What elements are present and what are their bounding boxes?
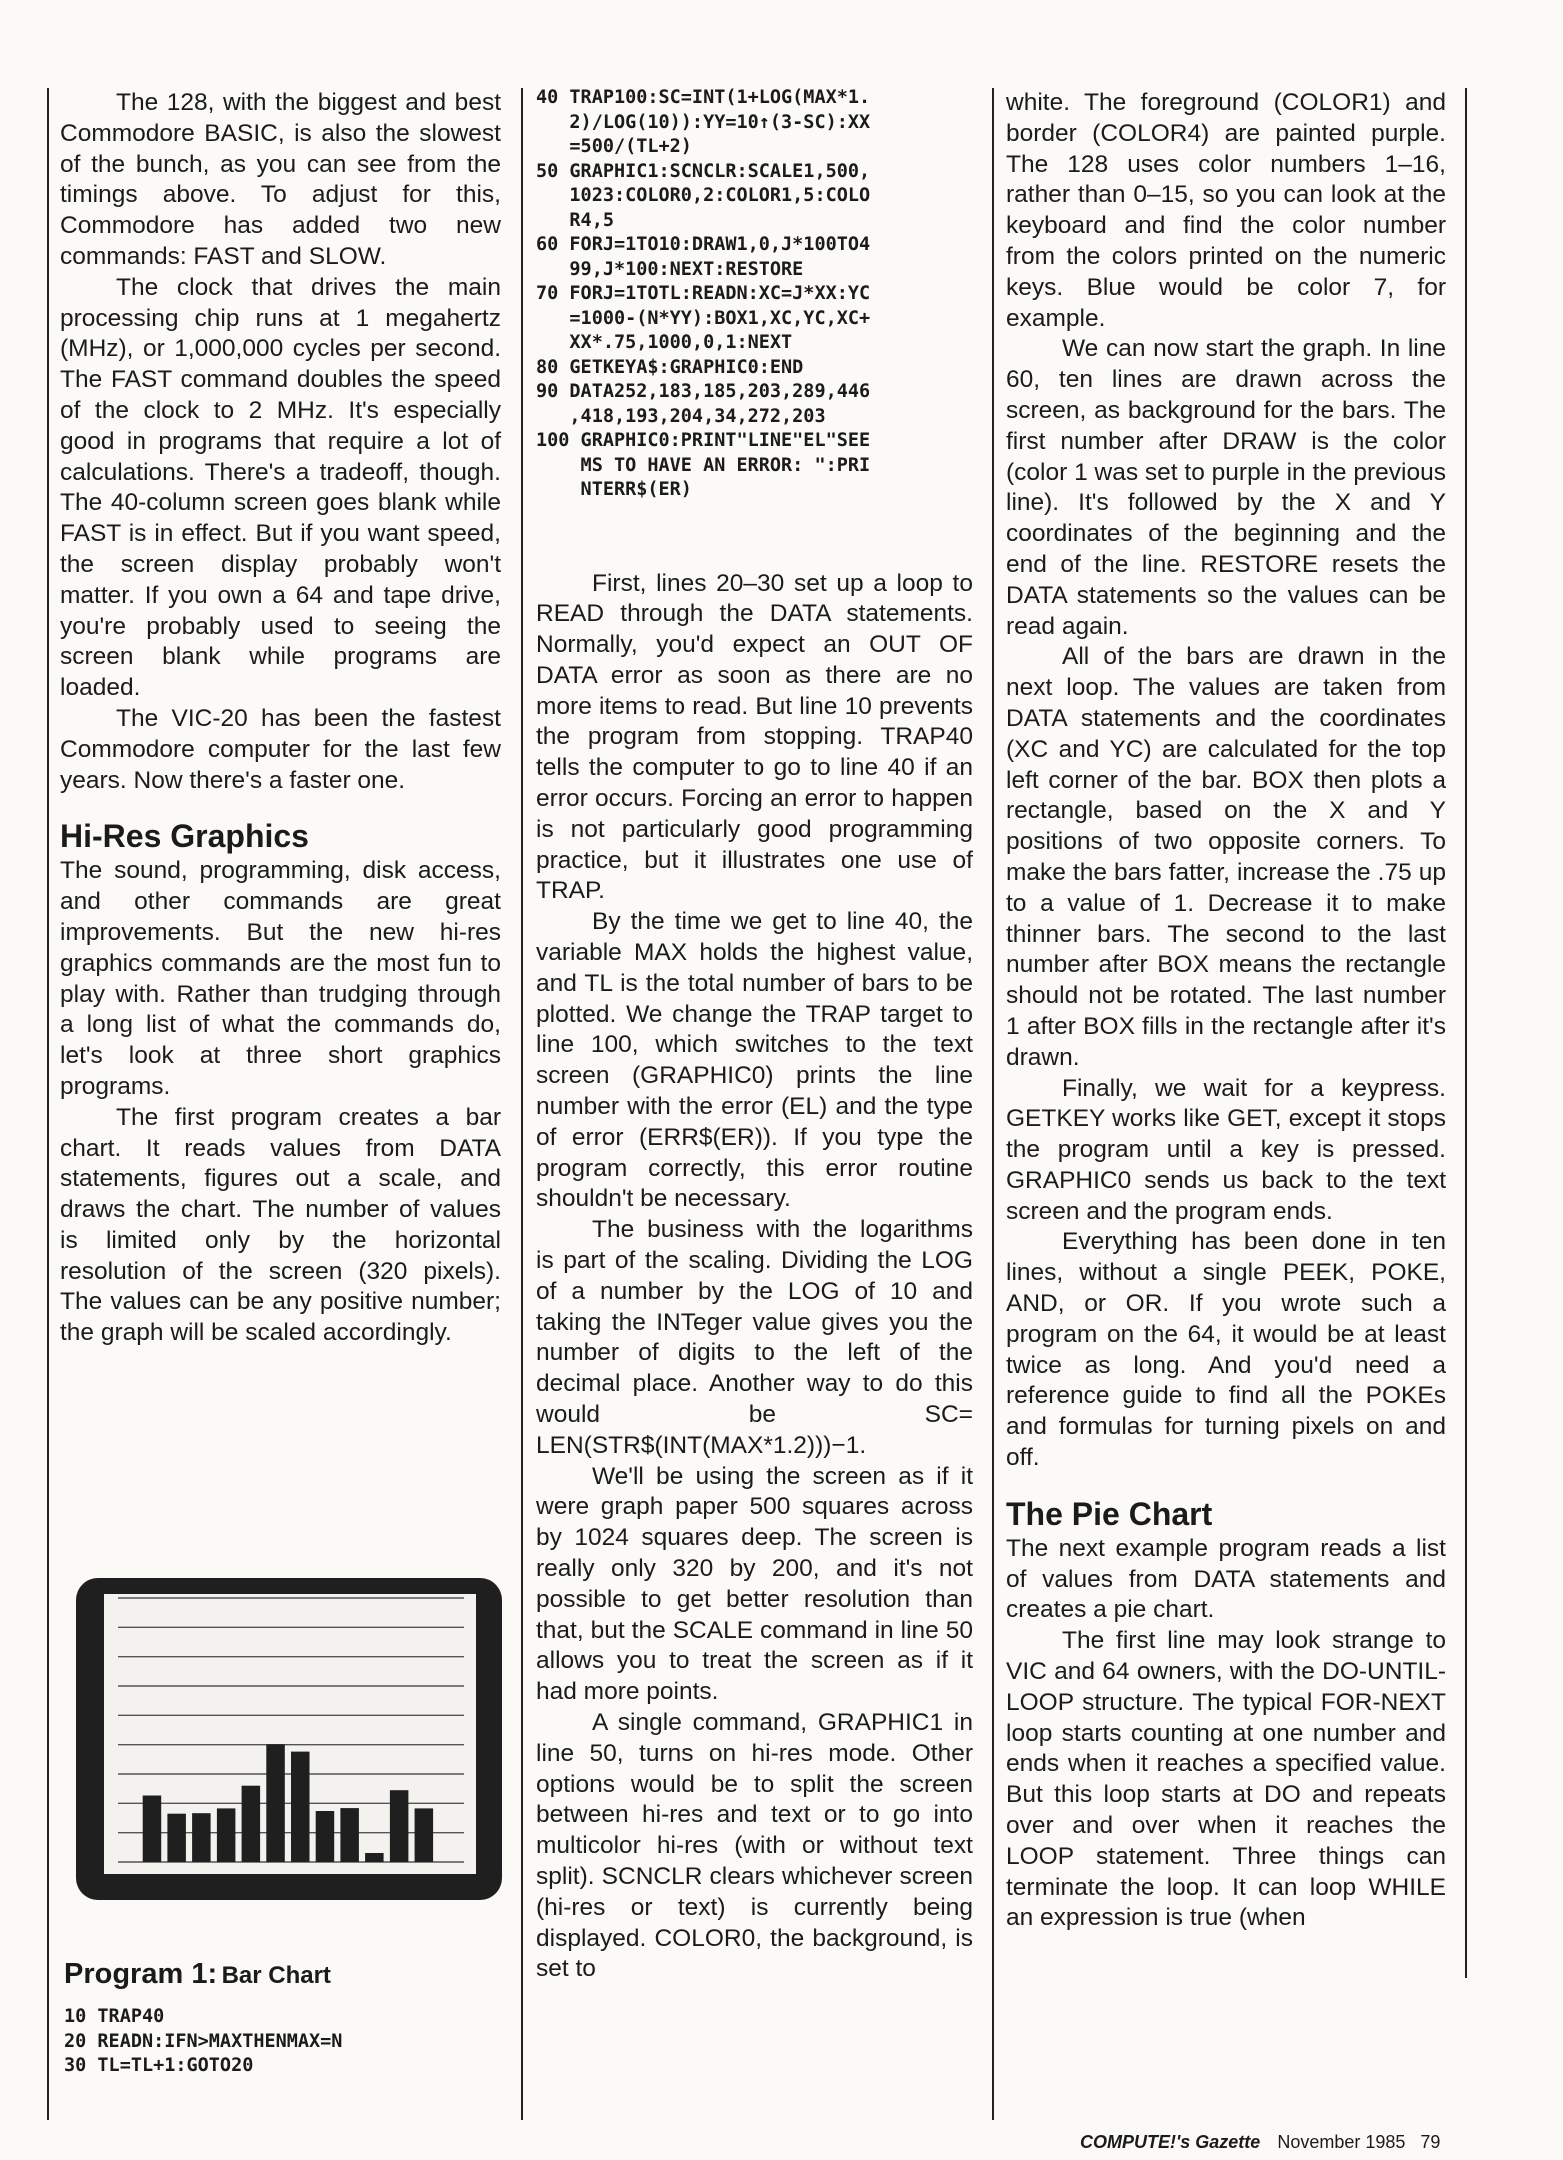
program-caption: [64, 1958, 504, 1991]
column-3: [1006, 88, 1446, 1934]
chart-bar: [316, 1811, 335, 1862]
issue-date: November 1985: [1277, 2132, 1406, 2152]
paragraph: The next example program reads a list of values from DATA statements and creates a pie chart.: [1006, 1534, 1446, 1624]
column-rule-center-left: [521, 88, 523, 2120]
paragraph: The clock that drives the main processing chip runs at 1 megahertz (MHz), or 1,000,000 cycles per second. The FAST command doubles the speed of the clock to 2 MHz. It's especially good in programs that require a lot of calculations. There's a tradeoff, though. The 40-column screen goes blank while FAST is in effect. But if you want speed, the screen display probably won't matter. If you own a 64 and tape drive, you're probably used to seeing the screen blank while programs are loaded.: [60, 273, 501, 702]
page-footer: [1080, 2132, 1440, 2153]
paragraph: white. The foreground (COLOR1) and border (COLOR4) are painted purple. The 128 uses color numbers 1–16, rather than 0–15, so you can look at the keyboard and find the color number from the colors printed on the numeric keys. Blue would be color 7, for example.: [1006, 89, 1446, 332]
paragraph: The sound, programming, disk access, and other commands are great improvements. But the new hi-res graphics commands are the most fun to play with. Rather than trudging through a long list of what the commands do, let's look at three short graphics programs.: [60, 857, 501, 1100]
paragraph: First, lines 20–30 set up a loop to READ through the DATA statements. Normally, you'd expect an OUT OF DATA error as soon as there are no more items to read. But line 10 prevents the program from stopping. TRAP40 tells the computer to go to line 40 if an error occurs. Forcing an error to happen is not particularly good programming practice, but it illustrates one use of TRAP.: [536, 569, 973, 905]
bar-chart-screen: [76, 1578, 502, 1900]
page-number: 79: [1420, 2132, 1441, 2152]
chart-bar: [217, 1808, 236, 1862]
code-line: =500/(TL+2): [536, 136, 692, 157]
code-line: 2)/LOG(10)):YY=10↑(3-SC):XX: [536, 111, 871, 133]
code-line: 100 GRAPHIC0:PRINT"LINE"EL"SEE: [536, 430, 871, 451]
chart-bar: [266, 1744, 285, 1862]
code-line: 60 FORJ=1TO10:DRAW1,0,J*100TO4: [536, 234, 871, 255]
code-line: 40 TRAP100:SC=INT(1+LOG(MAX*1.: [536, 87, 871, 108]
code-line: ,418,193,204,34,272,203: [536, 405, 826, 427]
magazine-name: COMPUTE!'s Gazette: [1080, 2132, 1261, 2152]
section-heading-hires: Hi-Res Graphics: [60, 818, 309, 855]
paragraph: Everything has been done in ten lines, without a single PEEK, POKE, AND, or OR. If you wrote such a program on the 64, it would be at least twice as long. And you'd need a reference guide to find all the POKEs and formulas for turning pixels on and off.: [1006, 1228, 1446, 1472]
paragraph: The 128, with the biggest and best Commodore BASIC, is also the slowest of the bunch, as you can see from the timings above. To adjust for this, Commodore has added two new commands: FAST and SLOW.: [60, 89, 501, 270]
program-1-listing: [64, 1958, 504, 2079]
code-line: 20 READN:IFN>MAXTHENMAX=N: [64, 2030, 343, 2052]
chart-bar: [192, 1813, 211, 1862]
code-line: 50 GRAPHIC1:SCNCLR:SCALE1,500,: [536, 160, 871, 182]
paragraph: The VIC-20 has been the fastest Commodore computer for the last few years. Now there's a faster one.: [60, 704, 501, 794]
code-line: =1000-(N*YY):BOX1,XC,YC,XC+: [536, 307, 871, 329]
paragraph: Finally, we wait for a keypress. GETKEY works like GET, except it stops the program until a key is pressed. GRAPHIC0 sends us back to the text screen and the program ends.: [1006, 1074, 1446, 1225]
chart-bar: [167, 1814, 186, 1862]
column-rule-center-right: [992, 88, 994, 2120]
paragraph: A single command, GRAPHIC1 in line 50, turns on hi-res mode. Other options would be to split the screen between hi-res and text or to go into multicolor hi-res (with or without text split). SCNCLR clears whichever screen (hi-res or text) is currently being displayed. COLOR0, the background, is set to: [536, 1708, 973, 1983]
program-1-code-continued: [536, 86, 973, 503]
paragraph: We can now start the graph. In line 60, ten lines are drawn across the screen, as background for the bars. The first number after DRAW is the color (color 1 was set to purple in the previous line). It's followed by the X and Y coordinates of the beginning and the end of the line. RESTORE resets the DATA statements so the values can be read again.: [1006, 335, 1446, 640]
program-subtitle: Bar Chart: [221, 1962, 331, 1989]
chart-bar: [415, 1808, 434, 1862]
code-line: NTERR$(ER): [536, 479, 692, 500]
chart-bar: [291, 1752, 310, 1862]
code-line: MS TO HAVE AN ERROR: ":PRI: [536, 454, 871, 476]
code-line: R4,5: [536, 209, 614, 231]
paragraph: By the time we get to line 40, the variable MAX holds the highest value, and TL is the total number of bars to be plotted. We change the TRAP target to line 100, which switches to the text screen (GRAPHIC0) prints the line number with the error (EL) and the type of error (ERR$(ER)). If you type the program correctly, this error routine shouldn't be necessary.: [536, 908, 973, 1213]
code-line: 80 GETKEYA$:GRAPHIC0:END: [536, 356, 804, 378]
chart-bar: [242, 1786, 261, 1862]
chart-bar: [365, 1853, 384, 1862]
column-1: [60, 88, 501, 1349]
paragraph: The first program creates a bar chart. It reads values from DATA statements, figures out a scale, and draws the chart. The number of values is limited only by the horizontal resolution of the screen (320 pixels). The values can be any positive number; the graph will be scaled accordingly.: [60, 1103, 501, 1347]
section-heading-pie-chart: The Pie Chart: [1006, 1495, 1213, 1532]
code-line: 10 TRAP40: [64, 2006, 165, 2027]
code-line: 90 DATA252,183,185,203,289,446: [536, 381, 871, 402]
column-rule-left: [47, 88, 49, 2120]
column-2: [536, 86, 973, 1985]
paragraph: All of the bars are drawn in the next loop. The values are taken from DATA statements and the coordinates (XC and YC) are calculated for the top left corner of the bar. BOX then plots a rectangle, based on the X and Y positions of two opposite corners. To make the bars fatter, increase the .75 up to a value of 1. Decrease it to make thinner bars. The second to the last number after BOX means the rectangle should not be rotated. The last number 1 after BOX fills in the rectangle after it's drawn.: [1006, 643, 1446, 1071]
program-title: Program 1:: [64, 1958, 218, 1990]
code-line: 30 TL=TL+1:GOTO20: [64, 2055, 254, 2076]
paragraph: We'll be using the screen as if it were graph paper 500 squares across by 1024 squares deep. The screen is really only 320 by 200, and it's not possible to get better resolution than that, but the SCALE command in line 50 allows you to treat the screen as if it had more points.: [536, 1462, 973, 1706]
chart-bar: [143, 1796, 162, 1863]
paragraph: The first line may look strange to VIC and 64 owners, with the DO-UNTIL-LOOP structure. The typical FOR-NEXT loop starts counting at one number and ends when it reaches a specified value. But this loop starts at DO and repeats over and over when it reaches the LOOP statement. Three things can terminate the loop. It can loop WHILE an expression is true (when: [1006, 1627, 1446, 1932]
chart-bar: [390, 1790, 409, 1862]
code-line: 1023:COLOR0,2:COLOR1,5:COLO: [536, 185, 871, 206]
chart-bar: [340, 1808, 359, 1862]
column-rule-right: [1465, 88, 1467, 1978]
code-line: XX*.75,1000,0,1:NEXT: [536, 332, 793, 353]
paragraph: The business with the logarithms is part of the scaling. Dividing the LOG of a number by the LOG of 10 and taking the INTeger value gives you the number of digits to the left of the decimal place. Another way to do this would be SC= LEN(STR$(INT(MAX*1.2)))−1.: [536, 1216, 973, 1459]
code-line: 70 FORJ=1TOTL:READN:XC=J*XX:YC: [536, 283, 871, 304]
code-line: 99,J*100:NEXT:RESTORE: [536, 258, 804, 280]
